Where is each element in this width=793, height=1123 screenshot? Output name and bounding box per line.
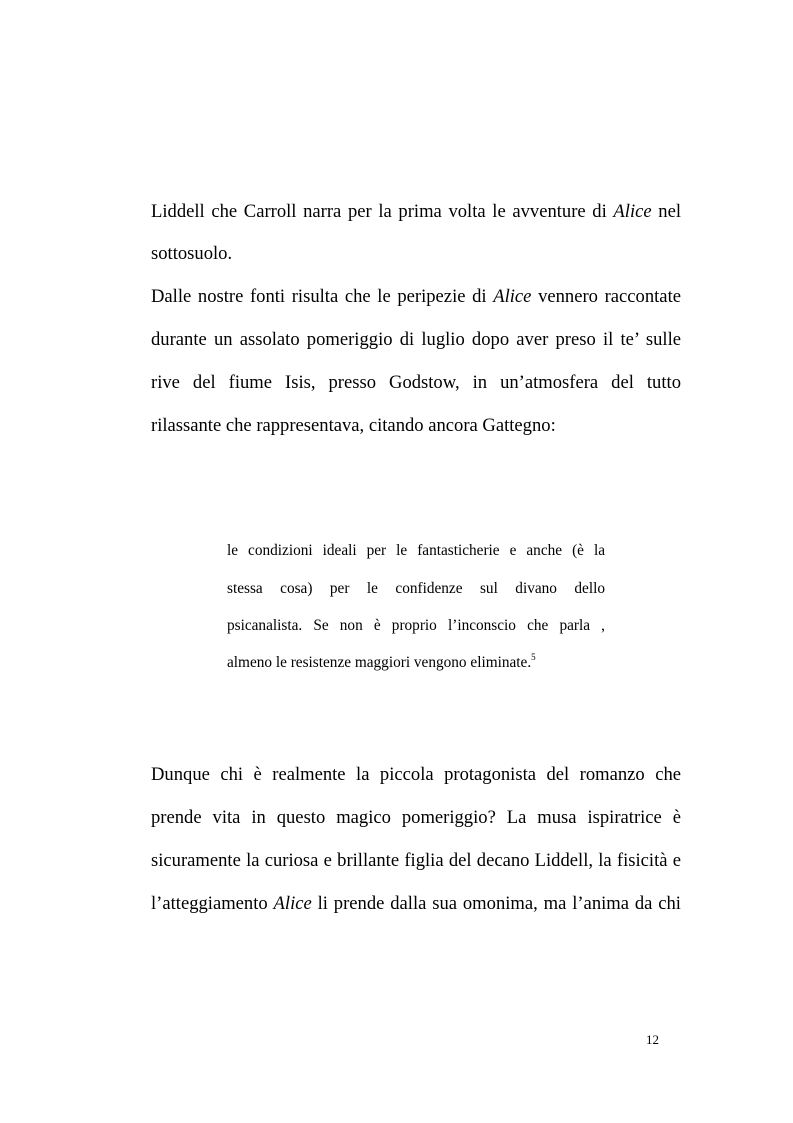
quote-line-1: le condizioni ideali per le fantasticherie e anche (è la bbox=[227, 542, 605, 559]
paragraph-2-line-4: rilassante che rappresentava, citando ancora Gattegno: bbox=[151, 415, 556, 436]
paragraph-3-line-4 bbox=[151, 893, 681, 915]
text-span: Liddell che Carroll narra per la prima volta le avventure di bbox=[151, 201, 614, 222]
paragraph-1-line-2: sottosuolo. bbox=[151, 243, 233, 264]
text-span: l’atteggiamento bbox=[151, 893, 274, 914]
paragraph-2-line-2: durante un assolato pomeriggio di luglio dopo aver preso il te’ sulle bbox=[151, 329, 681, 350]
italic-title: Alice bbox=[493, 286, 532, 307]
text-span: almeno le resistenze maggiori vengono eliminate. bbox=[227, 654, 532, 671]
quote-line-3: psicanalista. Se non è proprio l’inconscio che parla , bbox=[227, 617, 605, 634]
text-span: nel bbox=[651, 201, 681, 222]
paragraph-3-line-2: prende vita in questo magico pomeriggio? La musa ispiratrice è bbox=[151, 807, 681, 828]
text-span: vennero raccontate bbox=[531, 286, 681, 307]
italic-title: Alice bbox=[273, 893, 312, 914]
text-span: Dalle nostre fonti risulta che le peripezie di bbox=[151, 286, 494, 307]
text-span: li prende dalla sua omonima, ma l’anima da chi bbox=[311, 893, 681, 914]
page-number: 12 bbox=[646, 1032, 659, 1047]
paragraph-2-line-1 bbox=[151, 286, 681, 308]
italic-title: Alice bbox=[613, 201, 652, 222]
paragraph-2-line-3: rive del fiume Isis, presso Godstow, in un’atmosfera del tutto bbox=[151, 372, 681, 393]
paragraph-3-line-3: sicuramente la curiosa e brillante figlia del decano Liddell, la fisicità e bbox=[151, 850, 681, 871]
paragraph-1-line-1 bbox=[151, 201, 681, 223]
paragraph-3-line-1: Dunque chi è realmente la piccola protagonista del romanzo che bbox=[151, 764, 681, 785]
quote-line-4 bbox=[227, 654, 536, 672]
footnote-reference[interactable]: 5 bbox=[531, 652, 536, 662]
quote-line-2: stessa cosa) per le confidenze sul divano dello bbox=[227, 580, 605, 597]
